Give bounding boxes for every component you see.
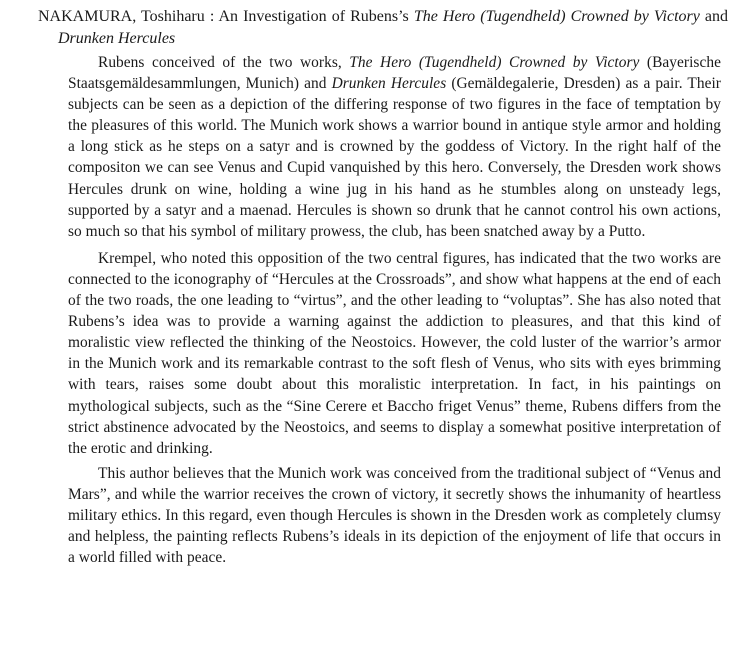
author-name: NAKAMURA, Toshiharu bbox=[38, 8, 205, 25]
paragraph-2: Krempel, who noted this opposition of the two central figures, has indicated that the two works are connected to the iconography of “Hercules at the Crossroads”, and show what happens at the end of each of the two roads, the one leading to “virtus”, and the other leading to “voluptas”. She has also noted that Rubens’s idea was to provide a warning against the addiction to pleasures, and that this kind of moralistic view reflected the thinking of the Neostoics. However, the cold luster of the warrior’s armor in the Munich work and its remarkable contrast to the soft flesh of Venus, who sits with eyes brimming with tears, raises some doubt about this moralistic interpretation. In fact, in his paintings on mythological subjects, such as the “Sine Cerere et Baccho friget Venus” theme, Rubens differs from the strict abstinence advocated by the Neostoics, and seems to display a somewhat positive interpretation of the erotic and drinking. bbox=[68, 249, 721, 457]
p1-work-title-2: Drunken Hercules bbox=[331, 75, 447, 93]
paragraph-3: This author believes that the Munich work was conceived from the traditional subject of “Venus and Mars”, and while the warrior receives the crown of victory, it secretly shows the inhumanity of heartless military ethics. In this regard, even though Hercules is shown in the Dresden work as completely clumsy and helpless, the painting reflects Rubens’s ideals in its depiction of the enjoyment of life that occurs in a world filled with peace. bbox=[68, 464, 721, 567]
heading-work-title-1: The Hero (Tugendheld) Crowned by Victory bbox=[413, 8, 700, 25]
heading-work-title-2: Drunken Hercules bbox=[58, 30, 176, 47]
p1-text-1: Rubens conceived of the two works, bbox=[98, 54, 350, 71]
article-heading bbox=[38, 6, 728, 50]
p1-text-2: (Bayerische Staatsgemäldesammlungen, Munich) and bbox=[68, 54, 721, 93]
p1-work-title-1: The Hero (Tugendheld) Crowned by Victory bbox=[349, 54, 640, 71]
heading-lead: An Investigation of Rubens’s bbox=[218, 8, 414, 25]
p1-text-3: (Gemäldegalerie, Dresden) as a pair. Their subjects can be seen as a depiction of the differing response of two figures in the face of temptation by the pleasures of this world. The Munich work shows a warrior bound in antique style armor and holding a long stick as he steps on a satyr and is crowned by the goddess of Victory. In the right half of the compositon we can see Venus and Cupid vanquished by this hero. Conversely, the Dresden work shows Hercules drunk on wine, holding a wine jug in his hand as he stumbles along on unsteady legs, supported by a satyr and a maenad. Hercules is shown so drunk that he cannot control his own actions, so much so that his symbol of military prowess, the club, has been snatched away by a Putto. bbox=[68, 75, 721, 240]
paragraph-1 bbox=[38, 52, 721, 242]
heading-separator: : bbox=[204, 8, 219, 25]
heading-and: and bbox=[699, 8, 729, 25]
